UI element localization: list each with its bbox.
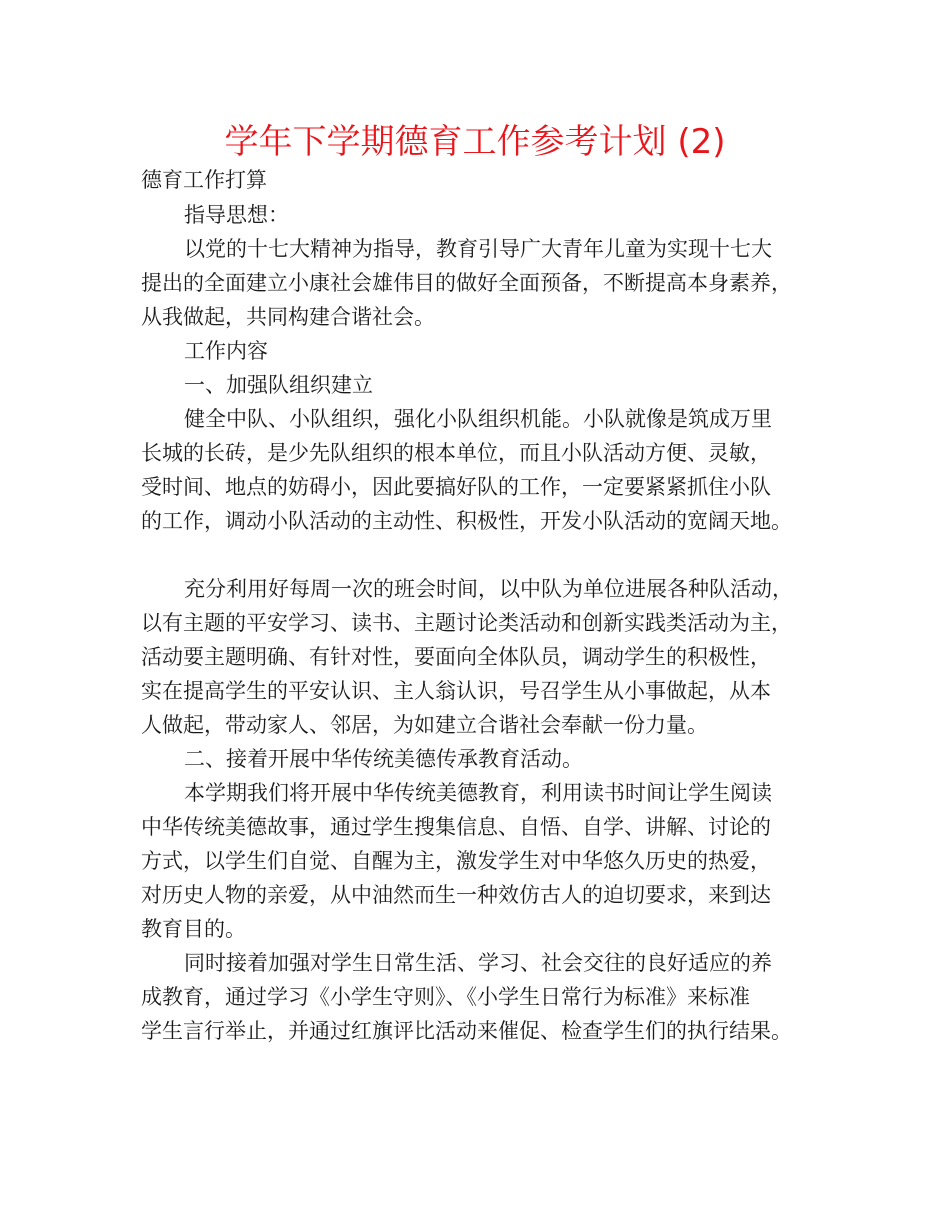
paragraph	[141, 402, 841, 538]
paragraph-line: 二、接着开展中华传统美德传承教育活动。	[184, 747, 583, 771]
paragraph	[141, 946, 841, 1048]
paragraph-line: 中华传统美德故事，通过学生搜集信息、自悟、自学、讲解、讨论的	[141, 815, 771, 839]
paragraph-line: 方式，以学生们自觉、自醒为主，激发学生对中华悠久历史的热爱，	[141, 849, 771, 873]
paragraph-line: 的工作，调动小队活动的主动性、积极性，开发小队活动的宽阔天地。	[141, 509, 792, 533]
paragraph	[141, 776, 841, 946]
paragraph-line: 提出的全面建立小康社会雄伟目的做好全面预备，不断提高本身素养，	[141, 271, 792, 295]
paragraph	[141, 572, 841, 742]
paragraph-line: 学生言行举止，并通过红旗评比活动来催促、检查学生们的执行结果。	[141, 1019, 792, 1043]
paragraph-line: 活动要主题明确、有针对性，要面向全体队员，调动学生的积极性，	[141, 645, 771, 669]
paragraph-line: 以有主题的平安学习、读书、主题讨论类活动和创新实践类活动为主，	[141, 611, 792, 635]
paragraph	[141, 198, 841, 232]
document-subtitle: 德育工作打算	[141, 168, 267, 192]
document-body	[141, 198, 841, 1048]
paragraph-line: 指导思想：	[184, 203, 289, 227]
paragraph-line: 受时间、地点的妨碍小，因此要搞好队的工作，一定要紧紧抓住小队	[141, 475, 771, 499]
paragraph-line: 工作内容	[184, 339, 268, 363]
paragraph-gap	[141, 538, 841, 572]
paragraph-line: 长城的长砖，是少先队组织的根本单位，而且小队活动方便、灵敏，	[141, 441, 771, 465]
paragraph-line: 充分利用好每周一次的班会时间，以中队为单位进展各种队活动，	[184, 577, 793, 601]
paragraph	[141, 232, 841, 334]
paragraph-line: 从我做起，共同构建合谐社会。	[141, 305, 435, 329]
paragraph-line: 人做起，带动家人、邻居，为如建立合谐社会奉献一份力量。	[141, 713, 708, 737]
document-title: 学年下学期德育工作参考计划 (2)	[224, 122, 726, 162]
paragraph-line: 健全中队、小队组织，强化小队组织机能。小队就像是筑成万里	[184, 407, 772, 431]
paragraph-line: 对历史人物的亲爱，从中油然而生一种效仿古人的迫切要求，来到达	[141, 883, 771, 907]
paragraph-line: 同时接着加强对学生日常生活、学习、社会交往的良好适应的养	[184, 951, 772, 975]
paragraph-line: 教育目的。	[141, 917, 246, 941]
paragraph-line: 成教育，通过学习《小学生守则》、《小学生日常行为标准》来标准	[141, 985, 750, 1009]
paragraph	[141, 742, 841, 776]
paragraph-line: 一、加强队组织建立	[184, 373, 373, 397]
paragraph-line: 以党的十七大精神为指导，教育引导广大青年儿童为实现十七大	[184, 237, 772, 261]
paragraph	[141, 334, 841, 368]
paragraph-line: 实在提高学生的平安认识、主人翁认识，号召学生从小事做起，从本	[141, 679, 771, 703]
paragraph	[141, 368, 841, 402]
paragraph-line: 本学期我们将开展中华传统美德教育，利用读书时间让学生阅读	[184, 781, 772, 805]
